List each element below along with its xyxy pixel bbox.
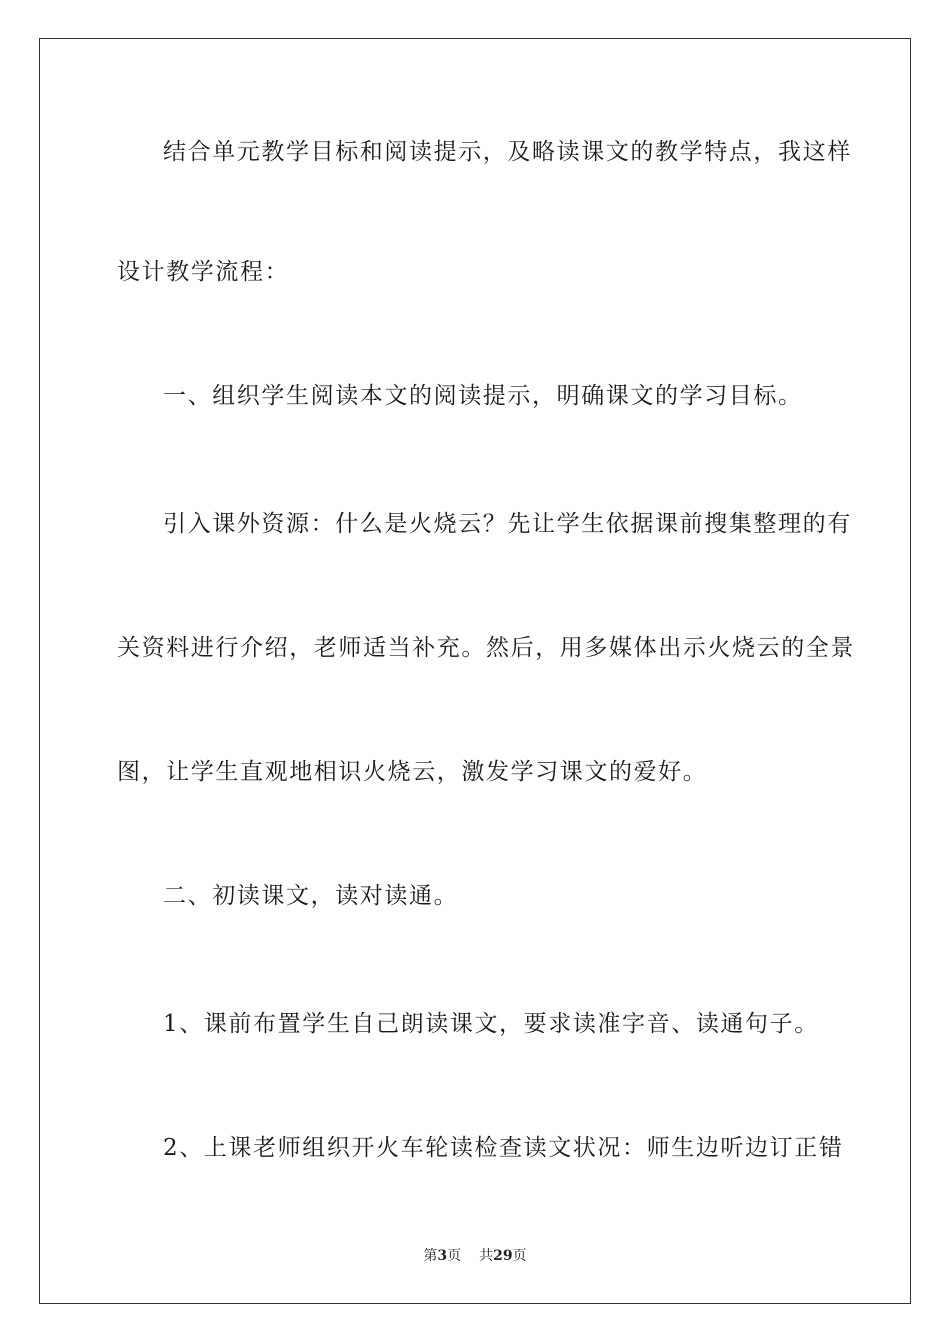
section-heading-2: 二、初读课文，读对读通。 [163,883,459,909]
page-unit: 页 [447,1248,462,1264]
list-item-2: 2、上课老师组织开火车轮读检查读文状况：师生边听边订正错 [163,1135,844,1161]
page-border [39,38,911,1304]
paragraph-line-2: 设计教学流程： [117,259,290,285]
total-prefix: 共 [479,1248,494,1264]
current-page-number: 3 [437,1248,448,1264]
total-unit: 页 [512,1248,527,1264]
paragraph-line-4: 关资料进行介绍，老师适当补充。然后，用多媒体出示火烧云的全景 [117,635,855,661]
list-item-1: 1、课前布置学生自己朗读课文，要求读准字音、读通句子。 [163,1011,819,1037]
page-prefix: 第 [423,1248,438,1264]
section-heading-1: 一、组织学生阅读本文的阅读提示，明确课文的学习目标。 [163,383,803,409]
paragraph-line-5: 图，让学生直观地相识火烧云，激发学习课文的爱好。 [117,759,708,785]
paragraph-line-3: 引入课外资源：什么是火烧云？先让学生依据课前搜集整理的有 [163,511,852,537]
page-number-footer [0,1247,950,1265]
paragraph-line-1: 结合单元教学目标和阅读提示，及略读课文的教学特点，我这样 [163,139,852,165]
total-pages-number: 29 [493,1248,513,1264]
